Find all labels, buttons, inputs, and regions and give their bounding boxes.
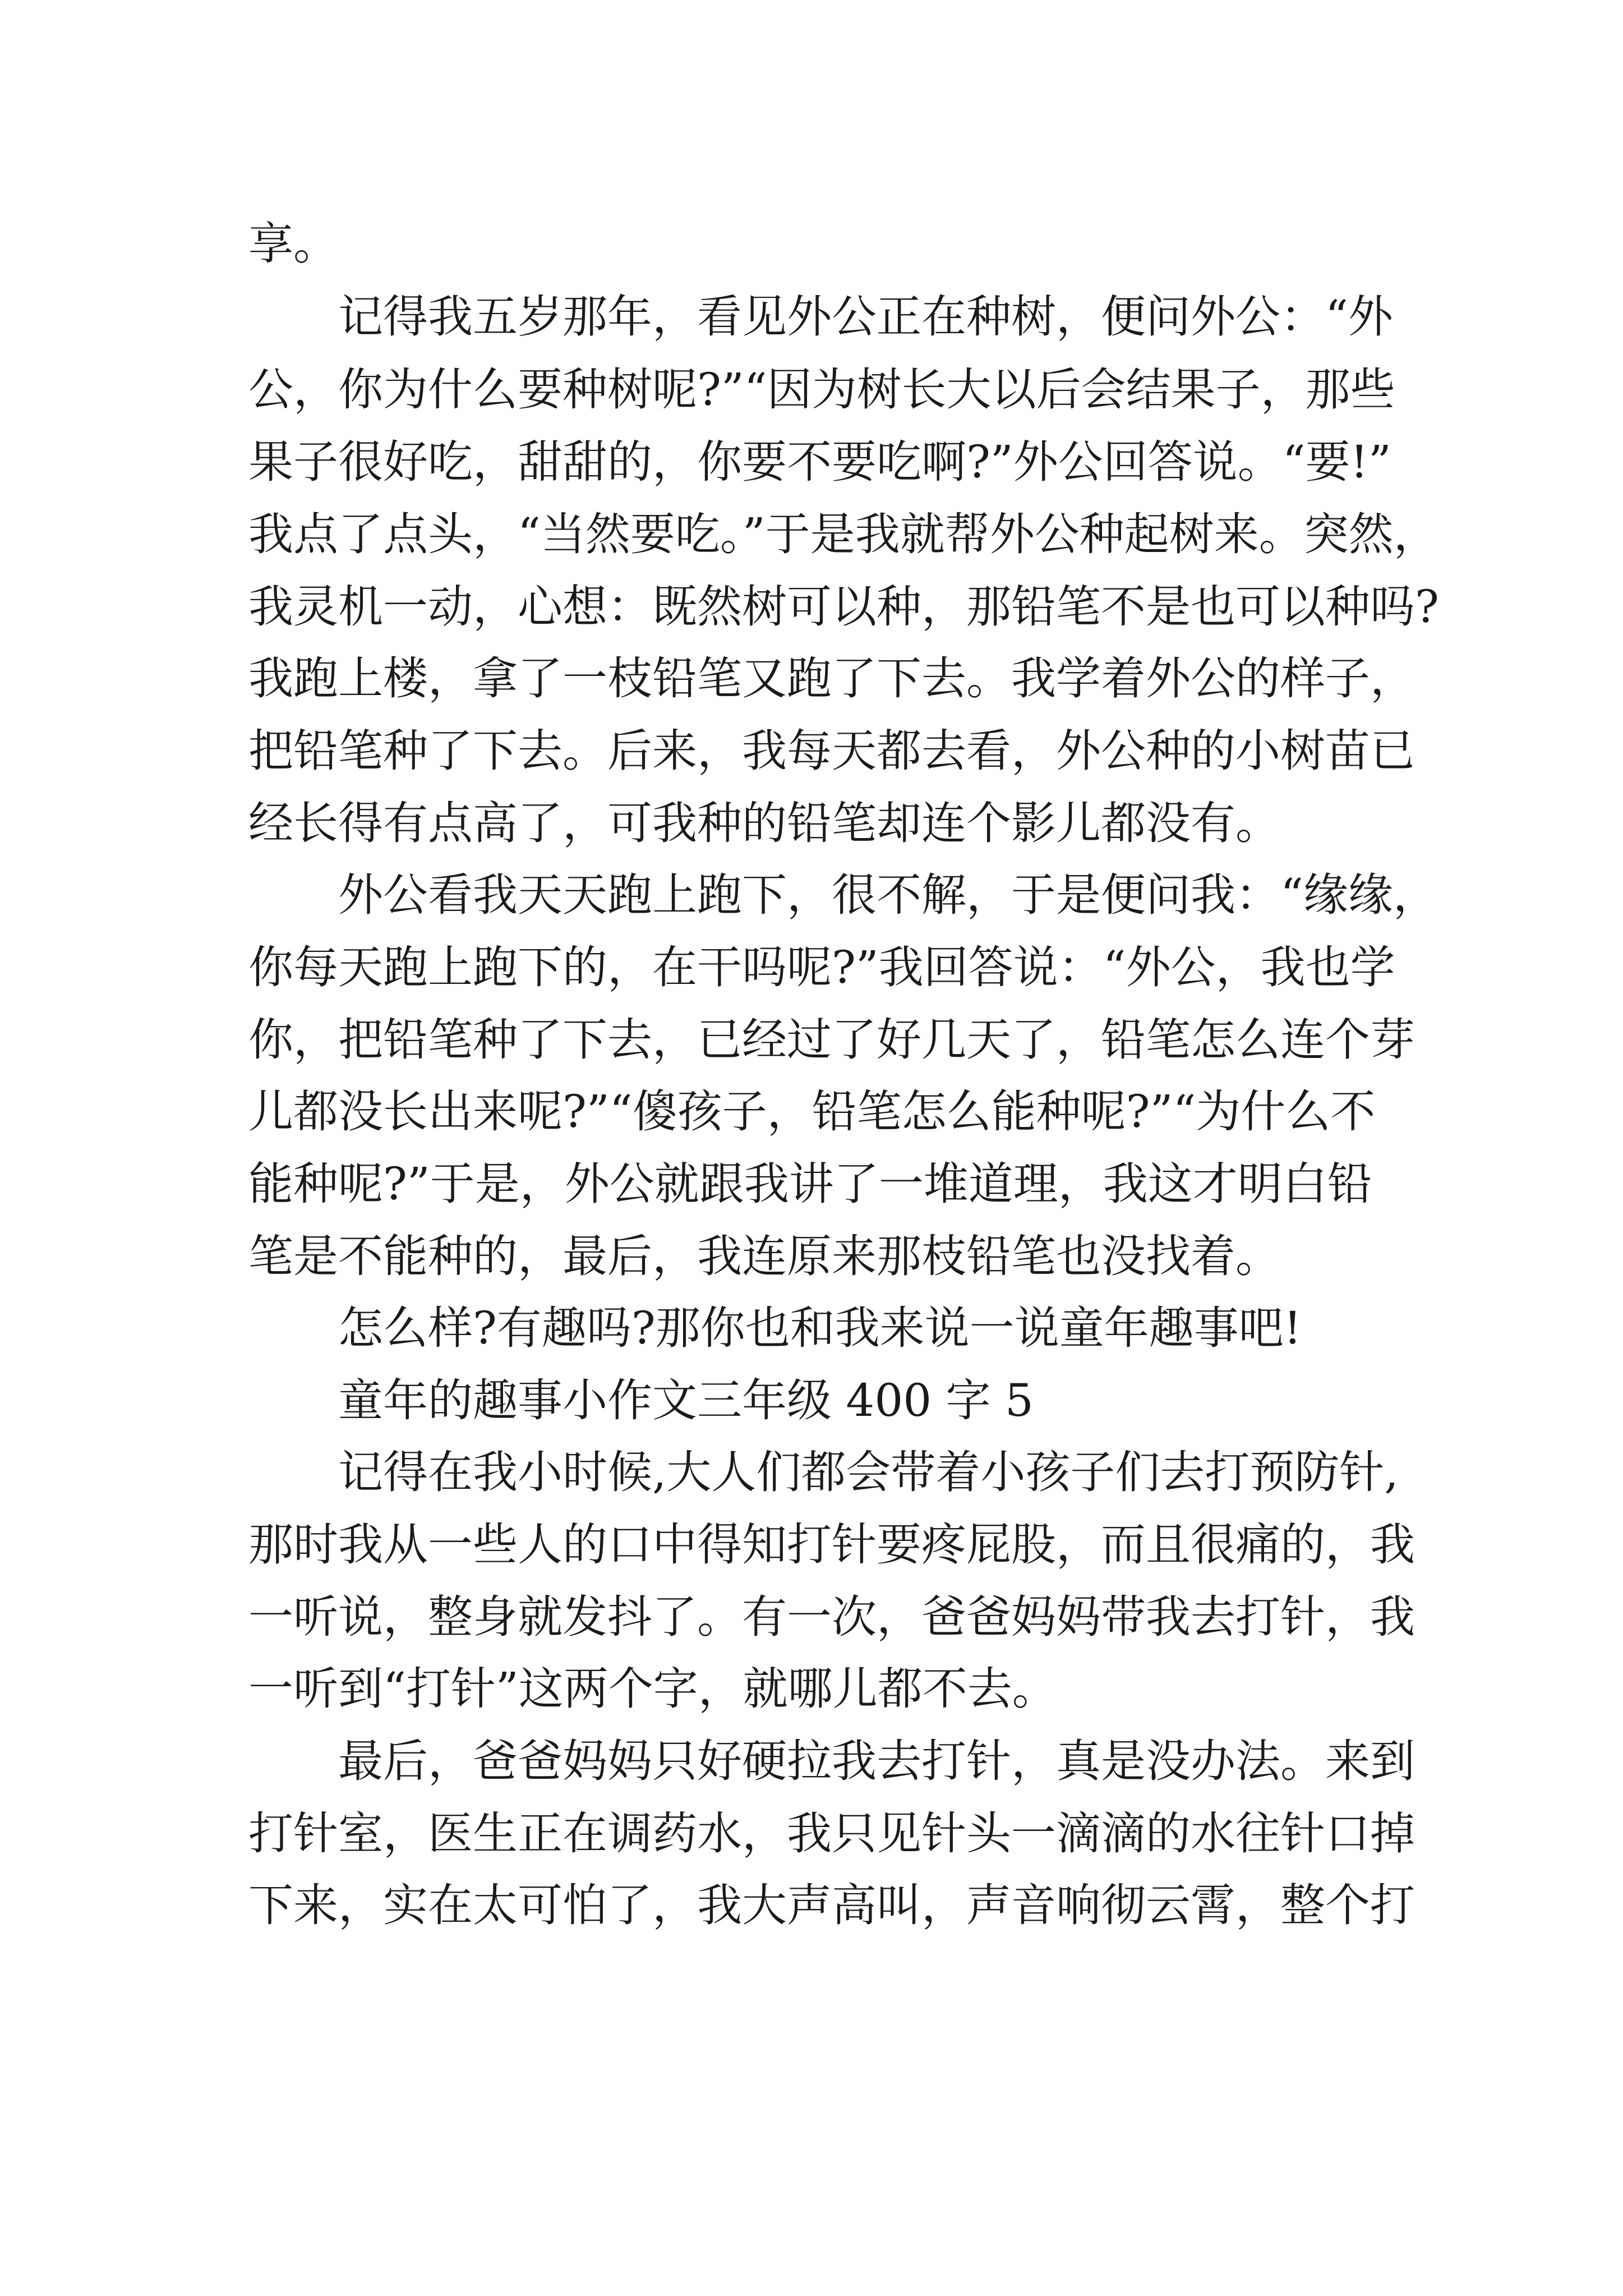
- text-line: 我灵机一动，心想：既然树可以种，那铅笔不是也可以种吗?: [248, 581, 1439, 633]
- text-line: 果子很好吃，甜甜的，你要不要吃啊?”外公回答说。“要!”: [248, 436, 1391, 488]
- text-line: 我点了点头，“当然要吃。”于是我就帮外公种起树来。突然，: [248, 508, 1438, 560]
- text-line: 公，你为什么要种树呢?”“因为树长大以后会结果子，那些: [248, 364, 1395, 416]
- text-line: 我跑上楼，拿了一枝铅笔又跑了下去。我学着外公的样子，: [248, 652, 1415, 705]
- text-line: 经长得有点高了，可我种的铅笔却连个影儿都没有。: [248, 797, 1280, 849]
- section-heading: 童年的趣事小作文三年级 400 字 5: [338, 1374, 1034, 1427]
- paragraph-start-line: 怎么样?有趣吗?那你也和我来说一说童年趣事吧!: [338, 1302, 1302, 1354]
- text-line: 你每天跑上跑下的，在干吗呢?”我回答说：“外公，我也学: [248, 941, 1395, 993]
- text-line: 你，把铅笔种了下去，已经过了好几天了，铅笔怎么连个芽: [248, 1014, 1415, 1066]
- text-line: 那时我从一些人的口中得知打针要疼屁股，而且很痛的，我: [248, 1519, 1415, 1571]
- paragraph-start-line: 最后，爸爸妈妈只好硬拉我去打针，真是没办法。来到: [338, 1735, 1415, 1787]
- text-line: 儿都没长出来呢?”“傻孩子，铅笔怎么能种呢?”“为什么不: [248, 1085, 1376, 1138]
- text-line: 一听说，整身就发抖了。有一次，爸爸妈妈带我去打针，我: [248, 1591, 1415, 1643]
- paragraph-start-line: 记得我五岁那年，看见外公正在种树，便问外公：“外: [338, 291, 1393, 343]
- paragraph-start-line: 记得在我小时候,大人们都会带着小孩子们去打预防针,: [338, 1446, 1399, 1498]
- text-line: 打针室，医生正在调药水，我只见针头一滴滴的水往针口掉: [248, 1807, 1415, 1860]
- text-line: 享。: [248, 218, 338, 270]
- text-line: 能种呢?”于是，外公就跟我讲了一堆道理，我这才明白铅: [248, 1158, 1372, 1210]
- text-line: 笔是不能种的，最后，我连原来那枝铅笔也没找着。: [248, 1230, 1280, 1282]
- text-line: 下来，实在太可怕了，我大声高叫，声音响彻云霄，整个打: [248, 1879, 1415, 1931]
- text-line: 把铅笔种了下去。后来，我每天都去看，外公种的小树苗已: [248, 725, 1415, 777]
- paragraph-start-line: 外公看我天天跑上跑下，很不解，于是便问我：“缘缘，: [338, 869, 1438, 921]
- text-line: 一听到“打针”这两个字，就哪儿都不去。: [248, 1663, 1057, 1715]
